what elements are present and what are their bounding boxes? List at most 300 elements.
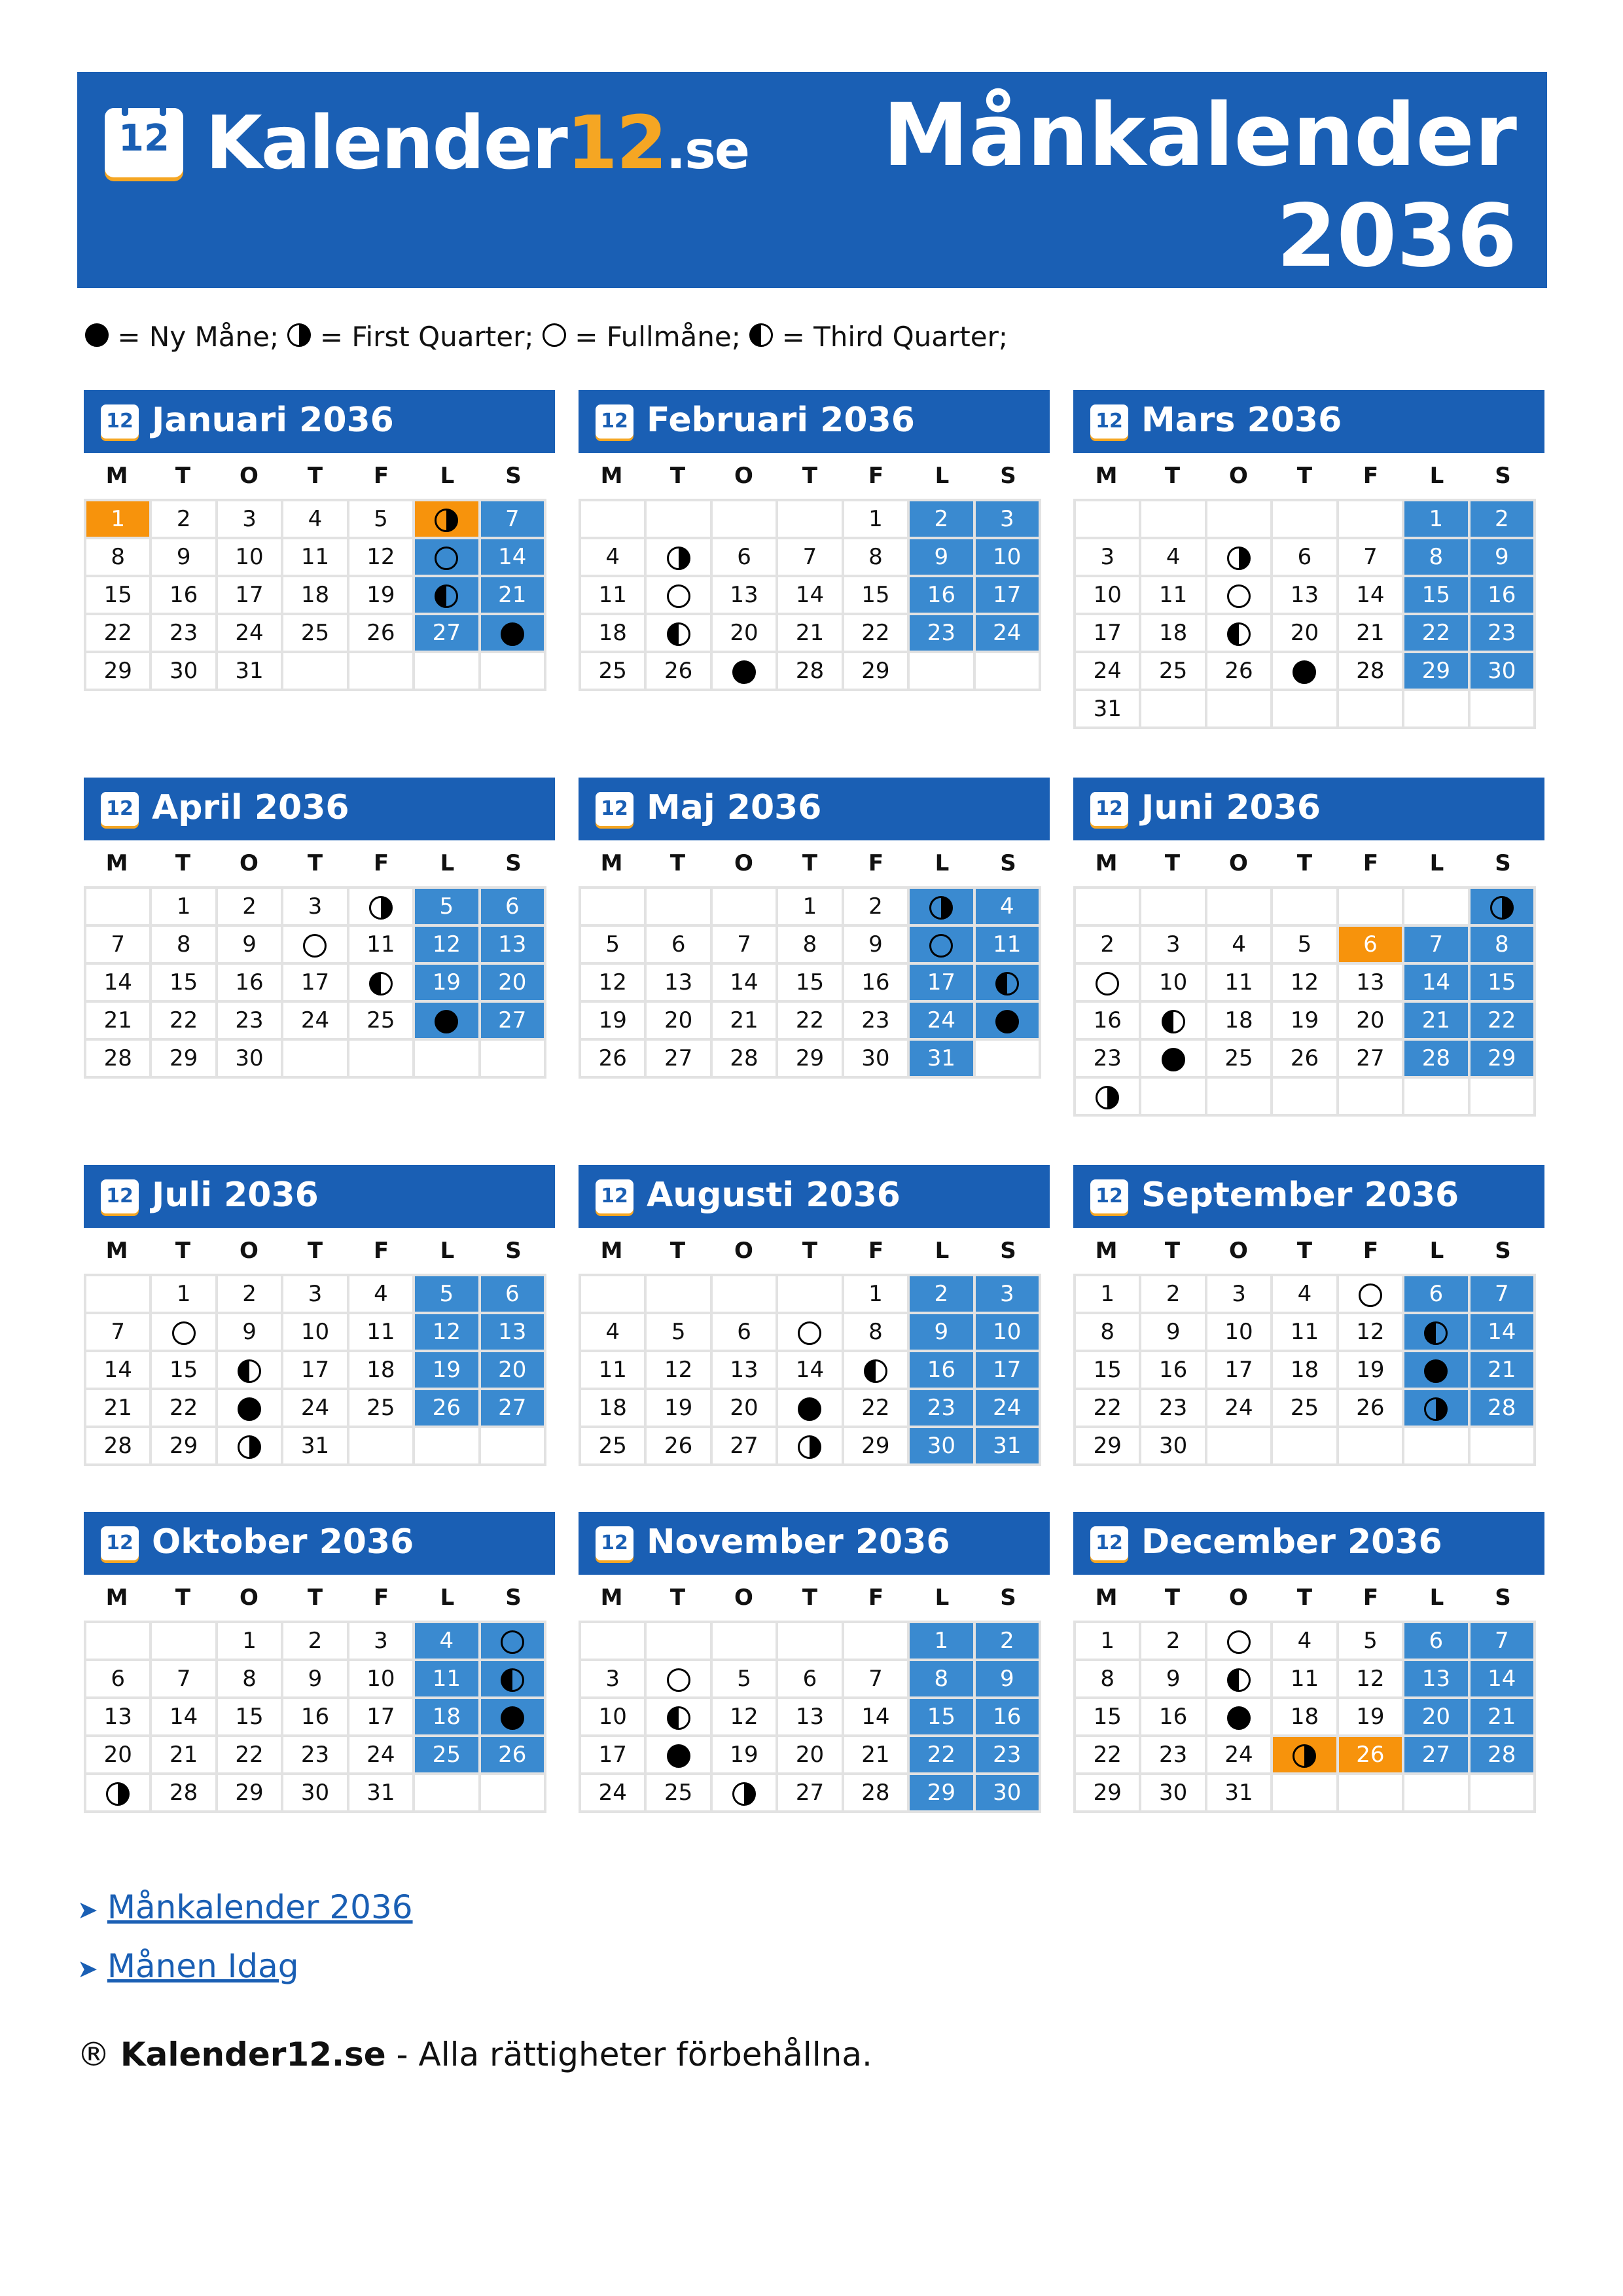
day-cell[interactable] [777,1313,842,1351]
day-cell[interactable]: 11 [1272,1660,1337,1698]
day-cell[interactable]: 24 [908,1001,974,1039]
day-cell[interactable]: 28 [843,1774,908,1812]
day-cell[interactable] [151,1313,216,1351]
day-cell[interactable]: 6 [480,1275,545,1313]
day-cell[interactable]: 21 [1469,1351,1535,1389]
day-cell[interactable]: 3 [974,500,1040,538]
day-cell[interactable]: 1 [843,500,908,538]
day-cell[interactable]: 4 [580,538,645,576]
day-cell[interactable]: 27 [1403,1736,1469,1774]
day-cell[interactable]: 25 [580,652,645,690]
day-cell[interactable]: 12 [580,963,645,1001]
day-cell[interactable]: 9 [843,925,908,963]
day-cell[interactable] [480,1622,545,1660]
day-cell[interactable]: 26 [645,652,711,690]
day-cell[interactable] [1075,1077,1140,1115]
day-cell[interactable] [908,888,974,925]
day-cell[interactable] [1272,652,1337,690]
day-cell[interactable]: 29 [151,1039,216,1077]
day-cell[interactable]: 16 [843,963,908,1001]
day-cell[interactable]: 4 [282,500,348,538]
day-cell[interactable] [711,652,777,690]
day-cell[interactable]: 10 [974,1313,1040,1351]
day-cell[interactable] [1403,1351,1469,1389]
day-cell[interactable]: 19 [1338,1698,1403,1736]
day-cell[interactable]: 11 [580,576,645,614]
day-cell[interactable]: 19 [1272,1001,1337,1039]
day-cell[interactable]: 3 [1140,925,1205,963]
day-cell[interactable]: 15 [1075,1351,1140,1389]
day-cell[interactable]: 25 [580,1427,645,1465]
day-cell[interactable]: 3 [580,1660,645,1698]
day-cell[interactable] [645,1736,711,1774]
day-cell[interactable]: 16 [217,963,282,1001]
day-cell[interactable]: 26 [580,1039,645,1077]
day-cell[interactable] [645,1698,711,1736]
day-cell[interactable]: 30 [1469,652,1535,690]
day-cell[interactable]: 20 [480,1351,545,1389]
day-cell[interactable]: 4 [1272,1275,1337,1313]
day-cell[interactable]: 24 [1206,1389,1272,1427]
day-cell[interactable]: 23 [908,614,974,652]
day-cell[interactable]: 30 [217,1039,282,1077]
day-cell[interactable]: 14 [777,1351,842,1389]
day-cell[interactable]: 11 [580,1351,645,1389]
day-cell[interactable]: 13 [480,925,545,963]
day-cell[interactable]: 3 [282,1275,348,1313]
day-cell[interactable]: 10 [1075,576,1140,614]
day-cell[interactable]: 14 [777,576,842,614]
day-cell[interactable]: 24 [217,614,282,652]
day-cell[interactable]: 15 [843,576,908,614]
day-cell[interactable]: 12 [414,925,479,963]
day-cell[interactable]: 24 [974,1389,1040,1427]
day-cell[interactable]: 13 [711,1351,777,1389]
day-cell[interactable]: 20 [711,614,777,652]
day-cell[interactable]: 11 [974,925,1040,963]
day-cell[interactable]: 10 [1206,1313,1272,1351]
day-cell[interactable]: 28 [151,1774,216,1812]
day-cell[interactable]: 14 [85,1351,151,1389]
day-cell[interactable]: 26 [1206,652,1272,690]
day-cell[interactable]: 17 [1075,614,1140,652]
day-cell[interactable]: 2 [217,888,282,925]
day-cell[interactable]: 19 [414,1351,479,1389]
day-cell[interactable]: 16 [974,1698,1040,1736]
day-cell[interactable]: 2 [1469,500,1535,538]
day-cell[interactable]: 17 [908,963,974,1001]
day-cell[interactable]: 30 [843,1039,908,1077]
day-cell[interactable]: 21 [151,1736,216,1774]
day-cell[interactable]: 9 [1140,1313,1205,1351]
link-moon-today[interactable]: Månen Idag [107,1947,299,1985]
day-cell[interactable]: 2 [282,1622,348,1660]
day-cell[interactable]: 28 [1403,1039,1469,1077]
day-cell[interactable]: 28 [1469,1389,1535,1427]
day-cell[interactable] [1206,1698,1272,1736]
day-cell[interactable]: 5 [711,1660,777,1698]
day-cell[interactable]: 4 [1272,1622,1337,1660]
day-cell[interactable]: 31 [217,652,282,690]
day-cell[interactable]: 31 [974,1427,1040,1465]
day-cell[interactable] [414,538,479,576]
day-cell[interactable]: 26 [645,1427,711,1465]
day-cell[interactable]: 23 [1469,614,1535,652]
day-cell[interactable]: 9 [908,1313,974,1351]
day-cell[interactable]: 8 [777,925,842,963]
day-cell[interactable]: 16 [908,1351,974,1389]
day-cell[interactable]: 28 [711,1039,777,1077]
day-cell[interactable]: 1 [908,1622,974,1660]
day-cell[interactable]: 9 [282,1660,348,1698]
day-cell[interactable]: 17 [217,576,282,614]
day-cell[interactable]: 23 [217,1001,282,1039]
day-cell[interactable]: 14 [843,1698,908,1736]
day-cell[interactable]: 8 [1403,538,1469,576]
day-cell[interactable]: 27 [480,1389,545,1427]
day-cell[interactable]: 6 [1403,1622,1469,1660]
day-cell[interactable]: 9 [151,538,216,576]
day-cell[interactable]: 1 [85,500,151,538]
day-cell[interactable] [480,1660,545,1698]
day-cell[interactable] [1075,963,1140,1001]
day-cell[interactable]: 8 [217,1660,282,1698]
day-cell[interactable] [1206,614,1272,652]
day-cell[interactable]: 30 [282,1774,348,1812]
day-cell[interactable]: 10 [974,538,1040,576]
day-cell[interactable]: 21 [1403,1001,1469,1039]
day-cell[interactable]: 2 [908,500,974,538]
day-cell[interactable]: 27 [645,1039,711,1077]
day-cell[interactable]: 22 [843,1389,908,1427]
day-cell[interactable]: 20 [711,1389,777,1427]
day-cell[interactable]: 25 [1140,652,1205,690]
day-cell[interactable]: 18 [282,576,348,614]
day-cell[interactable]: 15 [1075,1698,1140,1736]
day-cell[interactable]: 29 [151,1427,216,1465]
day-cell[interactable]: 11 [1272,1313,1337,1351]
day-cell[interactable]: 30 [1140,1774,1205,1812]
day-cell[interactable]: 12 [711,1698,777,1736]
day-cell[interactable]: 3 [974,1275,1040,1313]
day-cell[interactable]: 14 [1338,576,1403,614]
day-cell[interactable]: 31 [282,1427,348,1465]
day-cell[interactable]: 14 [1403,963,1469,1001]
day-cell[interactable]: 7 [151,1660,216,1698]
day-cell[interactable]: 19 [645,1389,711,1427]
day-cell[interactable]: 23 [151,614,216,652]
day-cell[interactable]: 27 [1338,1039,1403,1077]
day-cell[interactable]: 11 [348,1313,414,1351]
day-cell[interactable]: 8 [151,925,216,963]
day-cell[interactable] [1403,1389,1469,1427]
day-cell[interactable]: 17 [1206,1351,1272,1389]
day-cell[interactable]: 16 [908,576,974,614]
day-cell[interactable]: 11 [1206,963,1272,1001]
day-cell[interactable]: 28 [1469,1736,1535,1774]
day-cell[interactable]: 29 [908,1774,974,1812]
day-cell[interactable]: 21 [1469,1698,1535,1736]
day-cell[interactable]: 28 [777,652,842,690]
day-cell[interactable] [480,614,545,652]
day-cell[interactable]: 16 [151,576,216,614]
day-cell[interactable]: 30 [974,1774,1040,1812]
day-cell[interactable]: 10 [282,1313,348,1351]
day-cell[interactable]: 7 [85,925,151,963]
day-cell[interactable] [1403,1313,1469,1351]
day-cell[interactable] [1206,538,1272,576]
day-cell[interactable]: 23 [1140,1736,1205,1774]
day-cell[interactable] [711,1774,777,1812]
day-cell[interactable]: 23 [908,1389,974,1427]
day-cell[interactable]: 24 [974,614,1040,652]
day-cell[interactable]: 8 [843,1313,908,1351]
day-cell[interactable]: 7 [1469,1622,1535,1660]
day-cell[interactable]: 10 [217,538,282,576]
day-cell[interactable]: 22 [217,1736,282,1774]
day-cell[interactable]: 18 [414,1698,479,1736]
day-cell[interactable]: 25 [414,1736,479,1774]
day-cell[interactable]: 27 [414,614,479,652]
day-cell[interactable]: 2 [843,888,908,925]
day-cell[interactable]: 16 [1140,1698,1205,1736]
day-cell[interactable]: 6 [85,1660,151,1698]
day-cell[interactable] [777,1389,842,1427]
day-cell[interactable]: 25 [645,1774,711,1812]
day-cell[interactable] [645,576,711,614]
day-cell[interactable]: 1 [777,888,842,925]
day-cell[interactable]: 23 [1140,1389,1205,1427]
day-cell[interactable]: 29 [85,652,151,690]
day-cell[interactable]: 27 [777,1774,842,1812]
day-cell[interactable]: 18 [1272,1351,1337,1389]
day-cell[interactable]: 4 [580,1313,645,1351]
day-cell[interactable]: 9 [908,538,974,576]
day-cell[interactable] [908,925,974,963]
day-cell[interactable]: 7 [1469,1275,1535,1313]
day-cell[interactable]: 9 [974,1660,1040,1698]
day-cell[interactable] [645,1660,711,1698]
day-cell[interactable]: 3 [1206,1275,1272,1313]
day-cell[interactable]: 5 [1338,1622,1403,1660]
day-cell[interactable]: 13 [1403,1660,1469,1698]
day-cell[interactable]: 23 [843,1001,908,1039]
day-cell[interactable]: 12 [1338,1313,1403,1351]
day-cell[interactable]: 22 [777,1001,842,1039]
day-cell[interactable]: 20 [480,963,545,1001]
day-cell[interactable]: 29 [1469,1039,1535,1077]
day-cell[interactable]: 20 [777,1736,842,1774]
day-cell[interactable]: 3 [282,888,348,925]
day-cell[interactable]: 24 [580,1774,645,1812]
day-cell[interactable]: 3 [1075,538,1140,576]
day-cell[interactable]: 15 [151,963,216,1001]
day-cell[interactable]: 6 [777,1660,842,1698]
day-cell[interactable]: 9 [217,1313,282,1351]
day-cell[interactable]: 14 [85,963,151,1001]
day-cell[interactable]: 7 [1403,925,1469,963]
day-cell[interactable]: 26 [1338,1736,1403,1774]
day-cell[interactable]: 30 [151,652,216,690]
day-cell[interactable]: 22 [151,1001,216,1039]
day-cell[interactable]: 25 [1272,1389,1337,1427]
day-cell[interactable] [1338,1275,1403,1313]
day-cell[interactable]: 26 [414,1389,479,1427]
day-cell[interactable]: 22 [151,1389,216,1427]
day-cell[interactable]: 29 [1075,1774,1140,1812]
day-cell[interactable]: 14 [151,1698,216,1736]
day-cell[interactable]: 21 [480,576,545,614]
day-cell[interactable]: 21 [85,1389,151,1427]
day-cell[interactable]: 3 [217,500,282,538]
day-cell[interactable]: 18 [348,1351,414,1389]
day-cell[interactable]: 20 [1272,614,1337,652]
link-moon-calendar[interactable]: Månkalender 2036 [107,1888,413,1926]
day-cell[interactable]: 10 [348,1660,414,1698]
day-cell[interactable]: 1 [843,1275,908,1313]
day-cell[interactable]: 17 [282,963,348,1001]
day-cell[interactable]: 22 [1075,1736,1140,1774]
day-cell[interactable]: 13 [1272,576,1337,614]
day-cell[interactable]: 6 [711,538,777,576]
day-cell[interactable]: 23 [974,1736,1040,1774]
day-cell[interactable]: 29 [1403,652,1469,690]
day-cell[interactable]: 25 [348,1389,414,1427]
day-cell[interactable]: 30 [1140,1427,1205,1465]
day-cell[interactable]: 4 [414,1622,479,1660]
day-cell[interactable] [645,538,711,576]
day-cell[interactable]: 13 [1338,963,1403,1001]
day-cell[interactable]: 2 [1140,1275,1205,1313]
day-cell[interactable]: 17 [974,576,1040,614]
day-cell[interactable]: 26 [1338,1389,1403,1427]
day-cell[interactable]: 16 [1075,1001,1140,1039]
day-cell[interactable]: 22 [1469,1001,1535,1039]
day-cell[interactable]: 21 [1338,614,1403,652]
day-cell[interactable]: 15 [85,576,151,614]
day-cell[interactable]: 12 [348,538,414,576]
day-cell[interactable]: 15 [217,1698,282,1736]
day-cell[interactable]: 17 [974,1351,1040,1389]
day-cell[interactable]: 29 [843,1427,908,1465]
day-cell[interactable]: 7 [1338,538,1403,576]
day-cell[interactable]: 10 [580,1698,645,1736]
day-cell[interactable]: 12 [1272,963,1337,1001]
day-cell[interactable]: 31 [1206,1774,1272,1812]
day-cell[interactable]: 6 [480,888,545,925]
day-cell[interactable]: 29 [843,652,908,690]
day-cell[interactable]: 8 [85,538,151,576]
day-cell[interactable]: 12 [645,1351,711,1389]
day-cell[interactable]: 15 [1469,963,1535,1001]
day-cell[interactable]: 13 [645,963,711,1001]
day-cell[interactable]: 26 [480,1736,545,1774]
day-cell[interactable]: 24 [282,1389,348,1427]
day-cell[interactable]: 15 [151,1351,216,1389]
day-cell[interactable]: 16 [1469,576,1535,614]
day-cell[interactable] [645,614,711,652]
day-cell[interactable]: 25 [348,1001,414,1039]
day-cell[interactable]: 31 [908,1039,974,1077]
day-cell[interactable]: 7 [843,1660,908,1698]
day-cell[interactable]: 14 [1469,1660,1535,1698]
day-cell[interactable]: 9 [1140,1660,1205,1698]
day-cell[interactable] [974,963,1040,1001]
day-cell[interactable]: 7 [777,538,842,576]
day-cell[interactable]: 12 [414,1313,479,1351]
day-cell[interactable]: 4 [974,888,1040,925]
day-cell[interactable]: 3 [348,1622,414,1660]
day-cell[interactable]: 1 [1075,1275,1140,1313]
day-cell[interactable]: 29 [217,1774,282,1812]
day-cell[interactable]: 6 [645,925,711,963]
day-cell[interactable]: 26 [1272,1039,1337,1077]
day-cell[interactable]: 1 [151,888,216,925]
day-cell[interactable]: 13 [777,1698,842,1736]
day-cell[interactable]: 6 [711,1313,777,1351]
day-cell[interactable]: 29 [777,1039,842,1077]
site-logo[interactable] [205,101,749,186]
day-cell[interactable]: 19 [1338,1351,1403,1389]
day-cell[interactable] [414,1001,479,1039]
day-cell[interactable]: 31 [1075,690,1140,728]
day-cell[interactable] [1206,576,1272,614]
day-cell[interactable]: 22 [1075,1389,1140,1427]
day-cell[interactable]: 22 [85,614,151,652]
day-cell[interactable]: 1 [1403,500,1469,538]
day-cell[interactable] [217,1389,282,1427]
day-cell[interactable]: 24 [1206,1736,1272,1774]
day-cell[interactable]: 21 [711,1001,777,1039]
day-cell[interactable]: 8 [1075,1660,1140,1698]
day-cell[interactable]: 5 [580,925,645,963]
day-cell[interactable]: 5 [1272,925,1337,963]
day-cell[interactable]: 7 [85,1313,151,1351]
day-cell[interactable]: 4 [1206,925,1272,963]
day-cell[interactable]: 19 [580,1001,645,1039]
day-cell[interactable]: 18 [580,1389,645,1427]
day-cell[interactable]: 22 [908,1736,974,1774]
day-cell[interactable]: 22 [843,614,908,652]
day-cell[interactable]: 14 [711,963,777,1001]
day-cell[interactable]: 31 [348,1774,414,1812]
day-cell[interactable]: 2 [974,1622,1040,1660]
day-cell[interactable] [974,1001,1040,1039]
day-cell[interactable]: 25 [282,614,348,652]
day-cell[interactable]: 4 [1140,538,1205,576]
day-cell[interactable]: 28 [85,1427,151,1465]
day-cell[interactable]: 24 [348,1736,414,1774]
day-cell[interactable]: 26 [348,614,414,652]
day-cell[interactable]: 11 [282,538,348,576]
day-cell[interactable]: 14 [480,538,545,576]
day-cell[interactable]: 5 [414,1275,479,1313]
day-cell[interactable] [414,576,479,614]
day-cell[interactable]: 28 [85,1039,151,1077]
day-cell[interactable] [1272,1736,1337,1774]
day-cell[interactable]: 27 [480,1001,545,1039]
day-cell[interactable]: 30 [908,1427,974,1465]
day-cell[interactable]: 11 [414,1660,479,1698]
day-cell[interactable] [1140,1001,1205,1039]
day-cell[interactable]: 15 [908,1698,974,1736]
day-cell[interactable]: 11 [348,925,414,963]
day-cell[interactable]: 1 [151,1275,216,1313]
day-cell[interactable]: 2 [217,1275,282,1313]
day-cell[interactable]: 18 [1206,1001,1272,1039]
day-cell[interactable]: 24 [1075,652,1140,690]
day-cell[interactable]: 22 [1403,614,1469,652]
